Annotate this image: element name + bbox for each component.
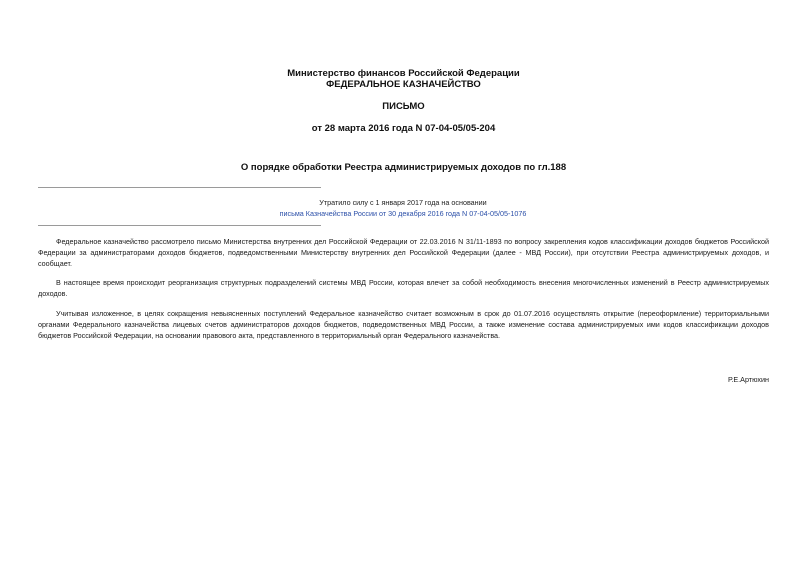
body-paragraph-1: Федеральное казначейство рассмотрело письмо Министерства внутренних дел Российской Федерации от 22.03.2016 N 31/11-1893 по вопросу закрепления кодов классификации доходов бюджетов Российской Федерации за администраторами доходов бюджетов, подведомственными Министерству внутренних дел Российской Федерации (далее - МВД России), при отсутствии Реестра администрируемых доходов, и сообщает. bbox=[38, 237, 769, 269]
repeal-letter-link[interactable]: письма Казначейства России от 30 декабря 2016 года N 07-04-05/05-1076 bbox=[279, 209, 527, 218]
divider-top bbox=[38, 187, 321, 188]
divider-bottom bbox=[38, 225, 321, 226]
status-note: Утратило силу с 1 января 2017 года на основании bbox=[319, 198, 487, 207]
document-type: ПИСЬМО bbox=[382, 101, 425, 112]
status-note-link-line bbox=[240, 208, 566, 219]
document-date-number: от 28 марта 2016 года N 07-04-05/05-204 bbox=[311, 123, 496, 134]
body-paragraph-2: В настоящее время происходит реорганизация структурных подразделений системы МВД России, которая влечет за собой необходимость внесения многочисленных изменений в Реестр администрируемых доходов. bbox=[38, 278, 769, 299]
document-title: О порядке обработки Реестра администрируемых доходов по гл.188 bbox=[240, 162, 567, 173]
issuer-treasury: ФЕДЕРАЛЬНОЕ КАЗНАЧЕЙСТВО bbox=[326, 79, 481, 90]
issuer-ministry: Министерство финансов Российской Федерации bbox=[287, 68, 520, 79]
signature: Р.Е.Артюхин bbox=[727, 375, 769, 384]
body-paragraph-3: Учитывая изложенное, в целях сокращения невыясненных поступлений Федеральное казначейство считает возможным в срок до 01.07.2016 осуществлять открытие (переоформление) территориальными органами Федерального казначейства лицевых счетов администраторов доходов бюджетов, подведомственных МВД России, а также изменение состава администрируемых ими кодов классификации доходов бюджетов Российской Федерации, на основании правового акта, представленного в территориальный орган Федерального казначейства. bbox=[38, 309, 769, 341]
